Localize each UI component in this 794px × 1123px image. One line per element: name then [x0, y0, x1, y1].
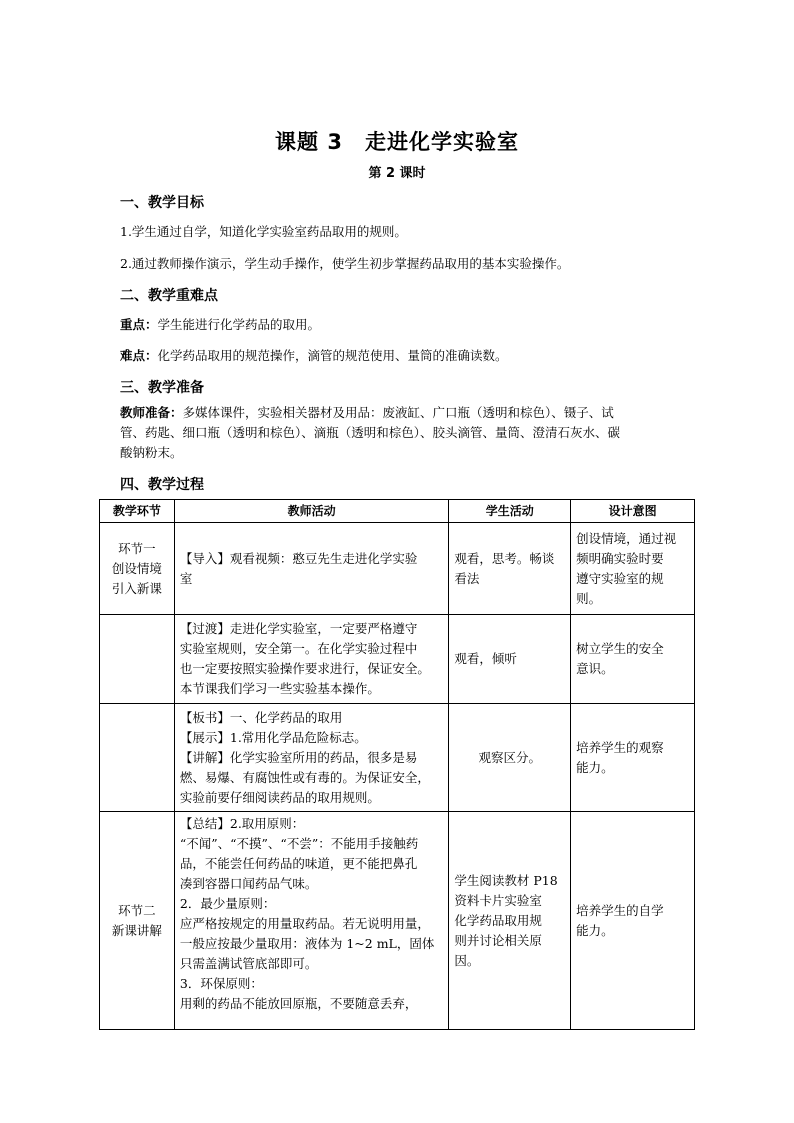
table-header-row	[100, 500, 695, 523]
teacher-line: 只需盖满试管底部即可。	[179, 956, 318, 971]
stage-cell	[100, 523, 175, 615]
student-activity-cell	[449, 704, 571, 812]
key-point-line	[120, 315, 680, 335]
student-activity-cell	[449, 812, 571, 1030]
difficult-point-line	[120, 346, 680, 366]
intent-line: 则。	[576, 590, 602, 606]
design-intent-cell	[571, 812, 695, 1030]
header-teacher: 教师活动	[174, 500, 449, 523]
teacher-activity-cell	[174, 812, 449, 1030]
teacher-activity-cell	[174, 523, 449, 615]
header-intent: 设计意图	[571, 500, 695, 523]
teacher-line: 【导入】观看视频：憨豆先生走进化学实验	[179, 550, 418, 566]
key-point-label: 重点：	[120, 317, 158, 332]
intent-line: 创设情境，通过视	[576, 530, 677, 546]
intent-line: 频明确实验时要	[576, 550, 664, 566]
teacher-line: 实验室规则，安全第一。在化学实验过程中	[179, 641, 418, 656]
prep-text-1: 多媒体课件，实验相关器材及用品：废液缸、广口瓶（透明和棕色）、镊子、试	[182, 405, 614, 420]
stage-cell	[100, 812, 175, 1030]
teacher-line: 2．最少量原则：	[179, 896, 276, 911]
table-row	[100, 615, 695, 704]
teacher-line: 实验前要仔细阅读药品的取用规则。	[179, 789, 380, 805]
teacher-activity-cell	[174, 615, 449, 704]
table-row	[100, 812, 695, 1030]
student-line: 观看，倾听	[454, 651, 517, 666]
prep-line-3: 酸钠粉末。	[120, 445, 183, 460]
student-line: 看法	[454, 570, 480, 586]
teacher-line: 3．环保原则：	[179, 976, 263, 991]
header-student: 学生活动	[449, 500, 571, 523]
intent-line: 能力。	[576, 922, 614, 938]
intent-line: 意识。	[576, 661, 614, 676]
student-activity-cell	[449, 523, 571, 615]
teacher-line: 【过渡】走进化学实验室，一定要严格遵守	[179, 621, 418, 636]
intent-line: 遵守实验室的规	[576, 570, 664, 586]
teacher-activity-cell	[174, 704, 449, 812]
student-line: 学生阅读教材 P18	[454, 872, 558, 888]
teacher-line: 凑到容器口闻药品气味。	[179, 876, 318, 891]
student-line: 因。	[454, 952, 480, 968]
difficult-point-text: 化学药品取用的规范操作，滴管的规范使用、量筒的准确读数。	[157, 348, 508, 363]
key-point-text: 学生能进行化学药品的取用。	[157, 317, 321, 332]
section-heading-prep: 三、教学准备	[120, 380, 204, 396]
lesson-subtitle: 第 2 课时	[368, 166, 426, 181]
teacher-line: 应严格按规定的用量取药品。若无说明用量，	[179, 916, 430, 931]
header-stage: 教学环节	[100, 500, 175, 523]
teacher-line: 一般应按最少量取用：液体为 1~2 mL，固体	[179, 936, 435, 951]
prep-paragraph	[120, 403, 680, 463]
intent-line: 培养学生的自学	[576, 902, 664, 918]
section-heading-goals: 一、教学目标	[120, 195, 204, 211]
teacher-line: 【讲解】化学实验室所用的药品，很多是易	[179, 749, 418, 765]
stage-line: 创设情境	[111, 560, 162, 576]
section-heading-key-points: 二、教学重难点	[120, 288, 218, 304]
table-row	[100, 523, 695, 615]
student-line: 观看，思考。畅谈	[454, 550, 555, 566]
stage-cell	[100, 615, 175, 704]
design-intent-cell	[571, 523, 695, 615]
teacher-line: 品，不能尝任何药品的味道，更不能把鼻孔	[179, 856, 418, 871]
teacher-line: 本节课我们学习一些实验基本操作。	[179, 681, 380, 696]
intent-line: 培养学生的观察	[576, 739, 664, 755]
stage-line: 环节二	[118, 902, 156, 918]
teacher-line: 室	[179, 570, 193, 586]
teacher-line: 用剩的药品不能放回原瓶，不要随意丢弃，	[179, 996, 418, 1011]
difficult-point-label: 难点：	[120, 348, 158, 363]
teacher-line: 燃、易爆、有腐蚀性或有毒的。为保证安全，	[179, 769, 430, 785]
student-line: 化学药品取用规	[454, 912, 542, 928]
student-line: 资料卡片实验室	[454, 892, 542, 908]
goal-item-2: 2.通过教师操作演示，学生动手操作，使学生初步掌握药品取用的基本实验操作。	[120, 256, 570, 271]
prep-line-1	[120, 403, 680, 423]
stage-line: 环节一	[118, 540, 156, 556]
teacher-line: 【展示】1.常用化学品危险标志。	[179, 729, 367, 745]
goal-item-1: 1.学生通过自学，知道化学实验室药品取用的规则。	[120, 224, 407, 239]
stage-line: 新课讲解	[111, 922, 162, 938]
student-line: 观察区分。	[478, 749, 542, 765]
stage-line: 引入新课	[111, 580, 162, 596]
stage-cell	[100, 704, 175, 812]
prep-line-2: 管、药匙、细口瓶（透明和棕色）、滴瓶（透明和棕色）、胶头滴管、量筒、澄清石灰水、碳	[120, 425, 621, 440]
teaching-process-table	[99, 499, 695, 1030]
section-heading-process: 四、教学过程	[120, 477, 204, 493]
table-row	[100, 704, 695, 812]
teacher-line: 【总结】2.取用原则：	[179, 816, 305, 831]
intent-line: 树立学生的安全	[576, 641, 664, 656]
student-line: 则并讨论相关原	[454, 932, 542, 948]
design-intent-cell	[571, 704, 695, 812]
teacher-line: 【板书】一、化学药品的取用	[179, 709, 343, 725]
teacher-line: 也一定要按照实验操作要求进行，保证安全。	[179, 661, 430, 676]
page-title: 课题 3 走进化学实验室	[275, 130, 519, 154]
student-activity-cell	[449, 615, 571, 704]
prep-label: 教师准备：	[120, 405, 183, 420]
teacher-line: “不闻”、“不摸”、“不尝”：不能用手接触药	[179, 836, 419, 851]
design-intent-cell	[571, 615, 695, 704]
intent-line: 能力。	[576, 759, 614, 775]
